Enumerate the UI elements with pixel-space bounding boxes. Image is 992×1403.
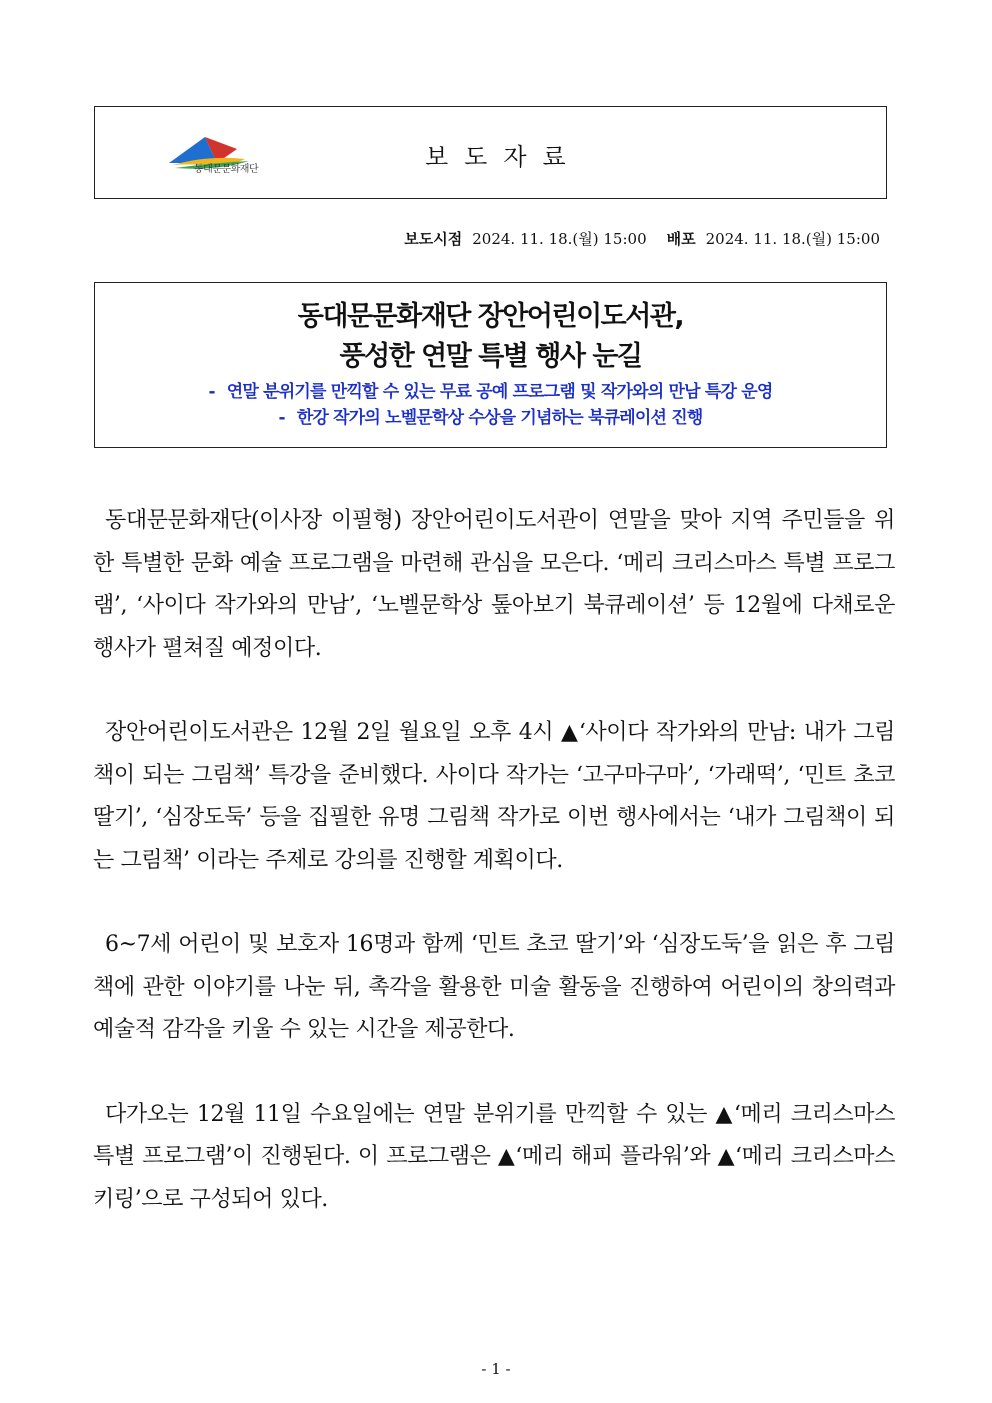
press-release-header	[94, 106, 887, 199]
subtitle-2-text: 한강 작가의 노벨문학상 수상을 기념하는 북큐레이션 진행	[296, 408, 703, 428]
paragraph-3: 6~7세 어린이 및 보호자 16명과 함께 ‘민트 초코 딸기’와 ‘심장도둑’을 읽은 후 그림책에 관한 이야기를 나눈 뒤, 촉각을 활용한 미술 활동을 진행하여 어린이의 창의력과 예술적 감각을 키울 수 있는 시간을 제공한다.	[93, 932, 895, 1042]
headline-line-2: 풍성한 연말 특별 행사 눈길	[339, 341, 642, 372]
page-number: - 1 -	[481, 1360, 511, 1378]
embargo-value: 2024. 11. 18.(월) 15:00	[472, 230, 647, 248]
article-body	[93, 500, 895, 1263]
document-type-title: 보도자료	[425, 143, 582, 171]
foundation-logo	[167, 127, 289, 179]
paragraph-1: 동대문문화재단(이사장 이필형) 장안어린이도서관이 연말을 맞아 지역 주민들을 위한 특별한 문화 예술 프로그램을 마련해 관심을 모은다. ‘메리 크리스마스 특별 프로그램’, ‘사이다 작가와의 만남’, ‘노벨문학상 톺아보기 북큐레이션’ 등 12월에 다채로운 행사가 펼쳐질 예정이다.	[93, 508, 895, 661]
headline-line-1: 동대문문화재단 장안어린이도서관,	[297, 301, 684, 332]
subtitle-1-text: 연말 분위기를 만끽할 수 있는 무료 공예 프로그램 및 작가와의 만남 특강 운영	[226, 382, 773, 402]
subtitle-1: - 연말 분위기를 만끽할 수 있는 무료 공예 프로그램 및 작가와의 만남 특강 운영	[208, 382, 773, 402]
subtitle-2: - 한강 작가의 노벨문학상 수상을 기념하는 북큐레이션 진행	[278, 408, 703, 428]
distribution-value: 2024. 11. 18.(월) 15:00	[705, 230, 880, 248]
headline-box	[94, 282, 887, 448]
embargo-label: 보도시점	[404, 230, 463, 248]
logo-text: 동대문문화재단	[194, 164, 259, 175]
distribution-label: 배포	[666, 230, 696, 248]
release-info	[404, 228, 880, 249]
paragraph-4: 다가오는 12월 11일 수요일에는 연말 분위기를 만끽할 수 있는 ▲‘메리 크리스마스 특별 프로그램’이 진행된다. 이 프로그램은 ▲‘메리 해피 플라워’와 ▲‘메리 크리스마스 키링’으로 구성되어 있다.	[93, 1101, 895, 1212]
paragraph-2: 장안어린이도서관은 12월 2일 월요일 오후 4시 ▲‘사이다 작가와의 만남: 내가 그림책이 되는 그림책’ 특강을 준비했다. 사이다 작가는 ‘고구마구마’, ‘가래떡’, ‘민트 초코 딸기’, ‘심장도둑’ 등을 집필한 유명 그림책 작가로 이번 행사에서는 ‘내가 그림책이 되는 그림책’ 이라는 주제로 강의를 진행할 계획이다.	[93, 720, 896, 873]
